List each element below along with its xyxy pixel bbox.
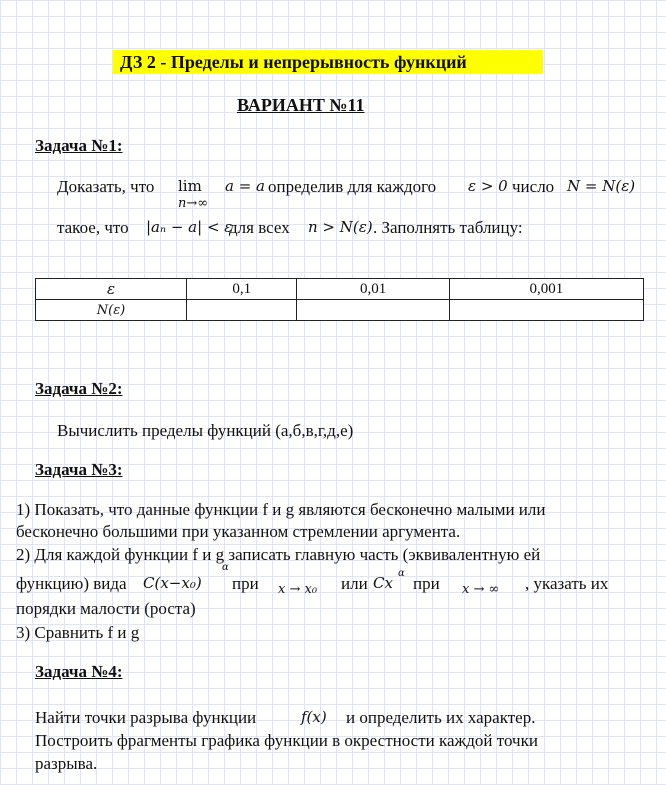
- table-cell: 0,1: [187, 279, 297, 300]
- task1-lim: lim: [178, 177, 202, 195]
- task4-line1-b: и определить их характер.: [346, 708, 536, 727]
- task3-alpha1: α: [222, 562, 229, 573]
- task1-line2-prefix: такое, что: [57, 218, 129, 237]
- task3-expr3: Cx: [373, 574, 393, 592]
- task1-abs-expr: |aₙ − a| < ε: [146, 218, 233, 236]
- task4-line3: разрыва.: [35, 754, 98, 773]
- task3-line3: 2) Для каждой функции f и g записать главную часть (эквивалентную ей: [16, 545, 541, 564]
- epsilon-table: [35, 278, 644, 321]
- page-title: ДЗ 2 - Пределы и непрерывность функций: [120, 52, 467, 72]
- task3-line4-a: функцию) вида: [16, 574, 127, 593]
- task4-fx: f(x): [301, 708, 327, 726]
- task1-line1-prefix: Доказать, что: [57, 177, 155, 196]
- task3-line4-e: , указать их: [525, 574, 609, 593]
- task3-line2: бесконечно большими при указанном стремлении аргумента.: [16, 522, 461, 541]
- task1-eps-cond: ε > 0: [468, 177, 508, 195]
- task1-n-cond: n > N(ε): [308, 218, 373, 236]
- task4-line2: Построить фрагменты графика функции в окрестности каждой точки: [35, 731, 538, 750]
- task4-line1-a: Найти точки разрыва функции: [35, 708, 257, 727]
- task1-n-expr: N = N(ε): [567, 177, 636, 195]
- task1-lim-sub: n→∞: [178, 196, 209, 211]
- task3-expr2: x → x₀: [278, 582, 318, 597]
- table-cell: ε: [36, 279, 187, 300]
- task1-line2-suffix: . Заполнять таблицу:: [373, 218, 523, 237]
- task1-line1-mid: определив для каждого: [268, 177, 437, 196]
- task3-heading: Задача №3:: [35, 460, 123, 479]
- table-row: [36, 300, 644, 321]
- task1-lim-expr: a = a: [225, 177, 265, 195]
- table-cell: [297, 300, 449, 321]
- task2-heading: Задача №2:: [35, 379, 123, 398]
- task3-expr4: x → ∞: [462, 582, 500, 597]
- table-cell: [187, 300, 297, 321]
- task3-line6: 3) Сравнить f и g: [16, 623, 140, 642]
- table-row: [36, 279, 644, 300]
- task1-line2-mid: для всех: [229, 218, 290, 237]
- task3-line5: порядки малости (роста): [16, 599, 196, 618]
- task4-heading: Задача №4:: [35, 662, 123, 681]
- table-cell: 0,01: [297, 279, 449, 300]
- task1-line1-word: число: [512, 177, 555, 196]
- task3-line1: 1) Показать, что данные функции f и g являются бесконечно малыми или: [16, 500, 546, 519]
- task3-line4-c: или: [341, 574, 368, 593]
- task3-line4-d: при: [413, 574, 440, 593]
- table-cell: [449, 300, 643, 321]
- task3-alpha2: α: [398, 568, 405, 579]
- variant-heading: ВАРИАНТ №11: [237, 95, 365, 115]
- table-cell: N(ε): [36, 300, 187, 321]
- task3-line4-b: при: [232, 574, 259, 593]
- table-cell: 0,001: [449, 279, 643, 300]
- task3-expr1: C(x−x₀): [143, 574, 202, 592]
- task2-text: Вычислить пределы функций (а,б,в,г,д,е): [57, 421, 354, 440]
- task1-heading: Задача №1:: [35, 136, 123, 155]
